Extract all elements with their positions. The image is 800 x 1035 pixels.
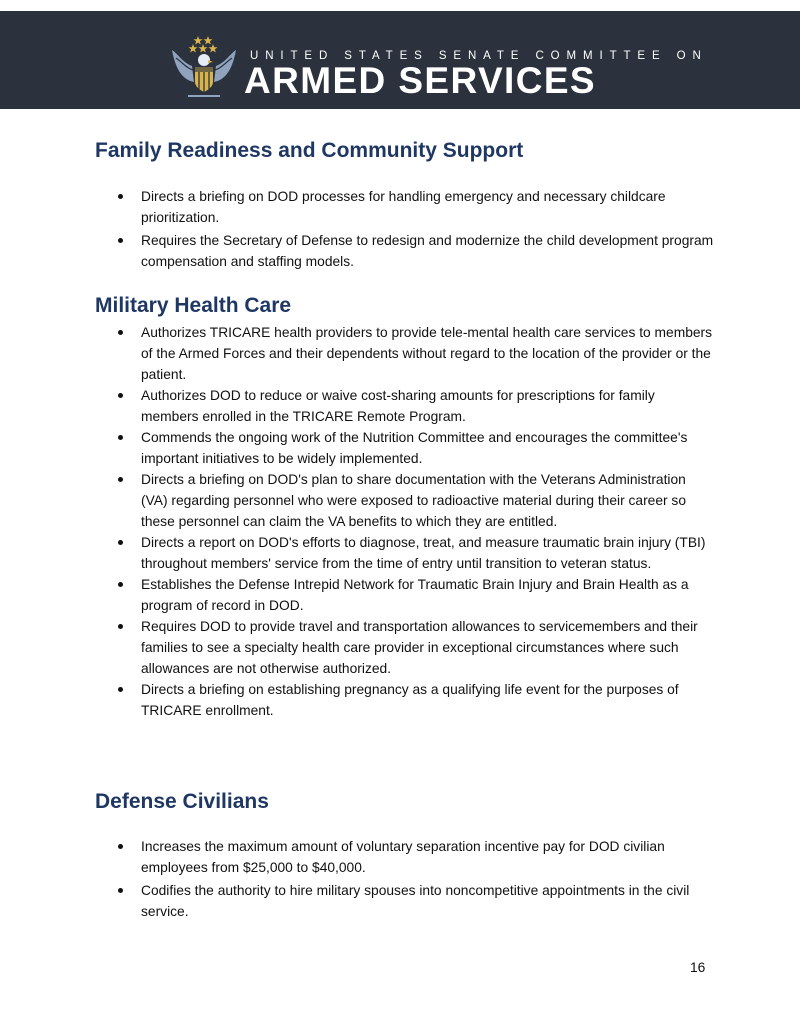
bullet-list	[95, 186, 715, 272]
bullet-list	[95, 322, 715, 721]
section-heading: Defense Civilians	[95, 790, 269, 813]
list-item: Authorizes DOD to reduce or waive cost-sharing amounts for prescriptions for family members enrolled in the TRICARE Remote Program.	[95, 385, 715, 427]
eagle-seal-icon	[168, 32, 240, 104]
list-item: Directs a briefing on DOD processes for handling emergency and necessary childcare prioritization.	[95, 186, 715, 228]
org-subtitle: UNITED STATES SENATE COMMITTEE ON	[250, 50, 708, 62]
list-item: Requires the Secretary of Defense to redesign and modernize the child development program compensation and staffing models.	[95, 230, 715, 272]
bullet-list	[95, 836, 715, 922]
list-item: Codifies the authority to hire military spouses into noncompetitive appointments in the civil service.	[95, 880, 715, 922]
list-item: Increases the maximum amount of voluntary separation incentive pay for DOD civilian employees from $25,000 to $40,000.	[95, 836, 715, 878]
section-heading: Military Health Care	[95, 294, 292, 317]
list-item: Directs a report on DOD's efforts to diagnose, treat, and measure traumatic brain injury (TBI) throughout members' service from the time of entry until transition to veteran status.	[95, 532, 715, 574]
section-heading: Family Readiness and Community Support	[95, 139, 524, 162]
list-item: Requires DOD to provide travel and transportation allowances to servicemembers and their families to see a specialty health care provider in exceptional circumstances where such allowances are not otherwise authorized.	[95, 616, 715, 679]
list-item: Establishes the Defense Intrepid Network for Traumatic Brain Injury and Brain Health as a program of record in DOD.	[95, 574, 715, 616]
page-header	[0, 11, 800, 109]
list-item: Directs a briefing on DOD's plan to share documentation with the Veterans Administration (VA) regarding personnel who were exposed to radioactive material during their career so these personnel can claim the VA benefits to which they are entitled.	[95, 469, 715, 532]
page-number: 16	[690, 960, 706, 975]
org-title: ARMED SERVICES	[244, 60, 596, 101]
list-item: Commends the ongoing work of the Nutrition Committee and encourages the committee's important initiatives to be widely implemented.	[95, 427, 715, 469]
list-item: Directs a briefing on establishing pregnancy as a qualifying life event for the purposes of TRICARE enrollment.	[95, 679, 715, 721]
list-item: Authorizes TRICARE health providers to provide tele-mental health care services to members of the Armed Forces and their dependents without regard to the location of the provider or the patient.	[95, 322, 715, 385]
